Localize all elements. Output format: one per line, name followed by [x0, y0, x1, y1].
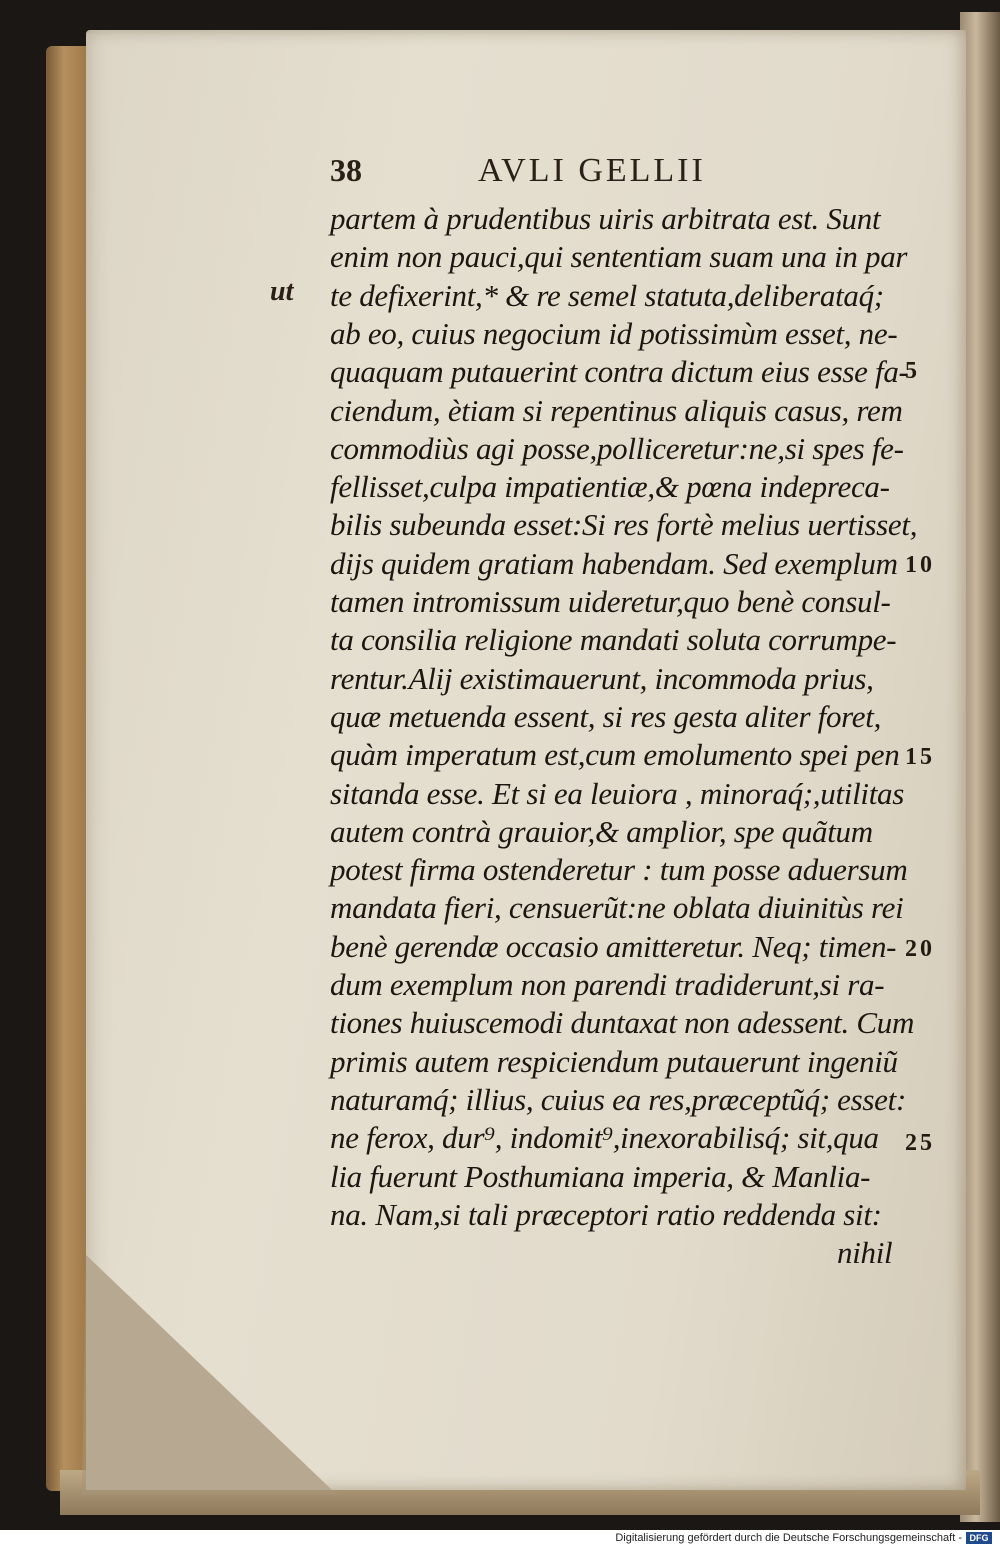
funding-attribution: Digitalisierung gefördert durch die Deutsche Forschungsgemeinschaft - — [615, 1532, 962, 1544]
text-line: mandata fieri, censuerũt:ne oblata diuinitùs rei — [330, 890, 904, 926]
text-line: quaquam putauerint contra dictum eius esse fa- — [330, 354, 909, 390]
running-title: AVLI GELLII — [478, 152, 706, 189]
text-line: ciendum, ètiam si repentinus aliquis casus, rem — [330, 392, 903, 428]
line-number: 25 — [905, 1130, 935, 1156]
line-number: 20 — [905, 936, 935, 962]
text-line: primis autem respiciendum putauerunt ingeniũ — [330, 1043, 898, 1079]
line-number: 10 — [905, 552, 935, 578]
line-number: 5 — [905, 358, 920, 384]
text-line: potest firma ostenderetur : tum posse aduersum — [330, 852, 908, 888]
margin-note: ut — [270, 276, 294, 307]
text-line: te defixerint,* & re semel statuta,deliberataq́; — [330, 277, 884, 313]
text-line: naturamq́; illius, cuius ea res,præceptũq́; esset: — [330, 1081, 906, 1117]
text-line: partem à prudentibus uiris arbitrata est. Sunt — [330, 201, 881, 236]
text-line: tiones huiuscemodi duntaxat non adessent. Cum — [330, 1005, 915, 1041]
page-number: 38 — [330, 152, 362, 188]
text-line: tamen intromissum uideretur,quo benè consul- — [330, 584, 891, 619]
text-line: sitanda esse. Et si ea leuiora , minoraq́;,utilitas — [330, 775, 904, 811]
text-line: ab eo, cuius negocium id potissimùm esset, ne- — [330, 315, 898, 351]
text-line: ta consilia religione mandati soluta corrumpe- — [330, 622, 897, 658]
text-line: fellisset,culpa impatientiæ,& pœna indepreca- — [330, 469, 890, 505]
text-line: benè gerendæ occasio amitteretur. Neq; timen- — [330, 928, 897, 964]
text-line: quàm imperatum est,cum emolumento spei pen — [330, 737, 900, 773]
text-line: lia fuerunt Posthumiana imperia, & Manlia- — [330, 1158, 871, 1194]
text-line: commodiùs agi posse,polliceretur:ne,si spes fe- — [330, 430, 904, 466]
text-line: ne ferox, dur⁹, indomit⁹,inexorabilisq́; sit,qua — [330, 1120, 879, 1156]
text-line: autem contrà grauior,& amplior, spe quãtum — [330, 813, 873, 849]
book-edge-right — [960, 12, 1000, 1522]
text-line: bilis subeunda esset:Si res fortè melius uertisset, — [330, 507, 918, 543]
text-line: dum exemplum non parendi tradiderunt,si ra- — [330, 967, 885, 1002]
book-edge-left — [46, 46, 86, 1491]
dfg-logo-icon: DFG — [966, 1532, 992, 1544]
line-number: 15 — [905, 744, 935, 770]
text-line: dijs quidem gratiam habendam. Sed exemplum — [330, 545, 898, 581]
text-line: rentur.Alij existimauerunt, incommoda prius, — [330, 660, 874, 696]
text-line: na. Nam,si tali præceptori ratio reddenda sit: — [330, 1196, 882, 1232]
text-line: enim non pauci,qui sententiam suam una in par — [330, 239, 908, 275]
text-line: quæ metuenda essent, si res gesta aliter foret, — [330, 698, 882, 734]
catchword: nihil — [837, 1235, 893, 1270]
